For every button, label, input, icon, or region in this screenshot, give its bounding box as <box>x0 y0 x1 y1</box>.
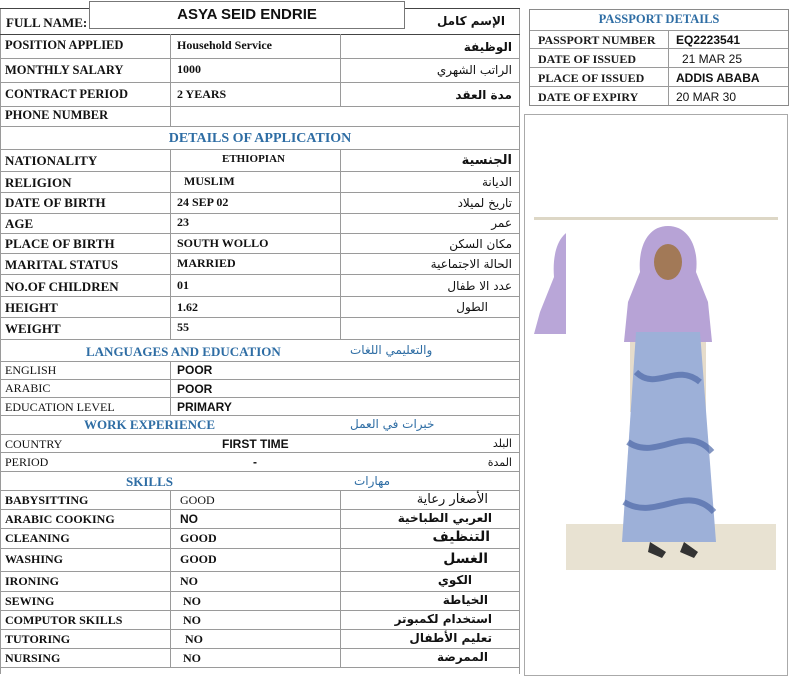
arabic-cooking-label: ARABIC COOKING <box>5 512 115 526</box>
position-applied-label: POSITION APPLIED <box>5 38 124 52</box>
ironing-arabic: الكوي <box>437 573 472 587</box>
place-of-birth-arabic: مكان السكن <box>449 237 512 251</box>
nursing-value: NO <box>183 651 201 665</box>
full-name-label: FULL NAME: <box>6 15 88 30</box>
height-label: HEIGHT <box>5 300 58 315</box>
monthly-salary-arabic: الراتب الشهري <box>436 63 512 77</box>
contract-period-label: CONTRACT PERIOD <box>5 87 129 101</box>
place-of-birth-value: SOUTH WOLLO <box>177 236 269 250</box>
weight-label: WEIGHT <box>5 321 61 336</box>
education-level-value: PRIMARY <box>177 400 232 414</box>
arabic-cooking-value: NO <box>180 512 198 526</box>
washing-value: GOOD <box>180 552 217 566</box>
country-arabic: البلد <box>492 437 512 450</box>
passport-number-value: EQ2223541 <box>676 33 741 47</box>
period-value: - <box>253 455 257 469</box>
full-name-value: ASYA SEID ENDRIE <box>177 6 317 23</box>
marital-status-label: MARITAL STATUS <box>5 257 119 272</box>
sewing-arabic: الخياطة <box>442 593 488 607</box>
english-value: POOR <box>177 363 213 377</box>
contract-period-arabic: مدة العقد <box>455 88 512 102</box>
skills-section-title-arabic: مهارات <box>354 474 391 488</box>
marital-status-value: MARRIED <box>177 256 236 270</box>
position-applied-arabic: الوظيفة <box>463 40 512 54</box>
contract-period-value: 2 YEARS <box>177 87 227 101</box>
date-issued-value: 21 MAR 25 <box>682 52 743 66</box>
full-body-photo <box>566 222 776 570</box>
passport-details-table <box>529 9 789 106</box>
children-value: 01 <box>177 278 189 292</box>
country-label: COUNTRY <box>5 437 63 451</box>
languages-section-title: LANGUAGES AND EDUCATION <box>86 344 281 359</box>
children-arabic: عدد الا طفال <box>447 279 512 293</box>
work-section-title-arabic: خبرات في العمل <box>350 417 435 431</box>
photo-divider <box>534 217 778 220</box>
english-label: ENGLISH <box>5 363 57 377</box>
position-applied-value: Household Service <box>177 38 272 52</box>
washing-arabic: الغسل <box>443 551 488 567</box>
washing-label: WASHING <box>5 552 64 566</box>
place-issued-label: PLACE OF ISSUED <box>538 71 645 85</box>
cleaning-arabic: التنظيف <box>432 529 490 545</box>
nationality-value: ETHIOPIAN <box>222 153 285 165</box>
arabic-cooking-arabic: العربي الطباخية <box>397 511 492 525</box>
date-expiry-value: 20 MAR 30 <box>676 90 737 104</box>
cleaning-value: GOOD <box>180 531 217 545</box>
babysitting-value: GOOD <box>180 493 215 507</box>
country-value: FIRST TIME <box>222 437 289 451</box>
details-section-title: DETAILS OF APPLICATION <box>168 131 352 146</box>
sewing-value: NO <box>183 594 201 608</box>
period-arabic: المدة <box>487 456 512 469</box>
ironing-value: NO <box>180 574 198 588</box>
date-of-birth-arabic: تاريخ لميلاد <box>457 196 512 210</box>
height-value: 1.62 <box>177 300 198 314</box>
computer-skills-arabic: استخدام لكمبوتر <box>394 612 492 626</box>
skills-section-title: SKILLS <box>126 474 173 489</box>
religion-arabic: الديانة <box>481 175 512 189</box>
work-section-title: WORK EXPERIENCE <box>84 417 216 432</box>
monthly-salary-value: 1000 <box>177 62 201 76</box>
nationality-label: NATIONALITY <box>5 153 98 168</box>
sewing-label: SEWING <box>5 594 55 608</box>
age-label: AGE <box>5 216 34 231</box>
height-arabic: الطول <box>456 300 488 314</box>
tutoring-value: NO <box>185 632 203 646</box>
monthly-salary-label: MONTHLY SALARY <box>5 63 124 77</box>
date-of-birth-label: DATE OF BIRTH <box>5 195 106 210</box>
nursing-label: NURSING <box>5 651 61 665</box>
weight-value: 55 <box>177 320 189 334</box>
date-expiry-label: DATE OF EXPIRY <box>538 90 639 104</box>
children-label: NO.OF CHILDREN <box>5 279 119 294</box>
education-level-label: EDUCATION LEVEL <box>5 400 115 414</box>
place-issued-value: ADDIS ABABA <box>676 71 760 85</box>
arabic-label: ARABIC <box>5 381 51 395</box>
place-of-birth-label: PLACE OF BIRTH <box>5 236 115 251</box>
date-of-birth-value: 24 SEP 02 <box>177 195 229 209</box>
cleaning-label: CLEANING <box>5 531 70 545</box>
period-label: PERIOD <box>5 455 49 469</box>
marital-status-arabic: الحالة الاجتماعية <box>430 257 512 271</box>
arabic-value: POOR <box>177 382 213 396</box>
full-name-arabic: الإسم كامل <box>436 14 505 28</box>
computer-skills-value: NO <box>183 613 201 627</box>
tutoring-label: TUTORING <box>5 632 71 646</box>
age-value: 23 <box>177 215 189 229</box>
nationality-arabic: الجنسية <box>461 153 512 168</box>
computer-skills-label: COMPUTOR SKILLS <box>5 613 123 627</box>
phone-number-label: PHONE NUMBER <box>5 108 109 122</box>
passport-number-label: PASSPORT NUMBER <box>538 33 656 47</box>
tutoring-arabic: تعليم الأطفال <box>409 631 492 645</box>
languages-section-title-arabic: والتعليمي اللغات <box>350 343 433 357</box>
date-issued-label: DATE OF ISSUED <box>538 52 637 66</box>
age-arabic: عمر <box>491 216 512 230</box>
religion-value: MUSLIM <box>184 174 235 188</box>
babysitting-label: BABYSITTING <box>5 493 89 507</box>
babysitting-arabic: الأصغار رعاية <box>416 492 488 507</box>
nursing-arabic: الممرضة <box>436 650 488 664</box>
ironing-label: IRONING <box>5 574 60 588</box>
passport-title: PASSPORT DETAILS <box>598 12 720 26</box>
religion-label: RELIGION <box>5 175 72 190</box>
